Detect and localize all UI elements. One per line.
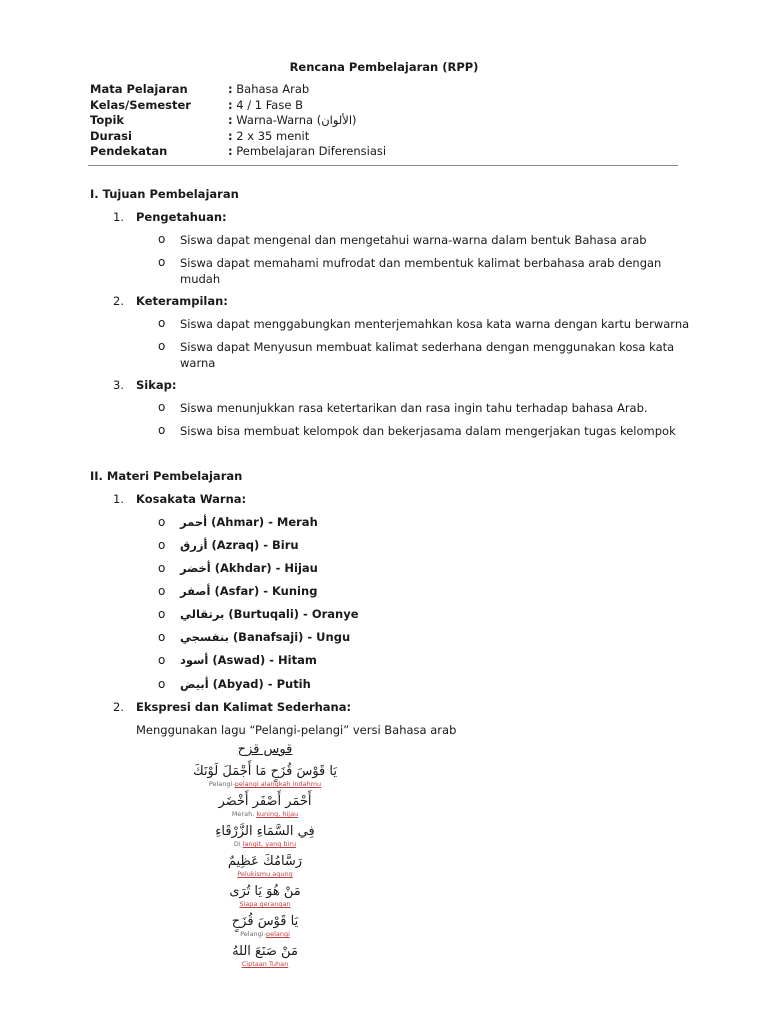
vocab-item <box>180 677 311 693</box>
list-item: Siswa bisa membuat kelompok dan bekerjasama dalam mengerjakan tugas kelompok <box>180 424 676 438</box>
meta-row-duration <box>90 129 386 145</box>
translation-highlight: Pelukismu agung <box>237 870 293 878</box>
meta-value: 2 x 35 menit <box>232 128 310 143</box>
translation-text: Di <box>233 840 243 848</box>
lyric-line: يَا قَوْسَ قُزَحٍ <box>231 914 299 929</box>
meta-value: Pembelajaran Diferensiasi <box>232 144 387 158</box>
bullet-icon: o <box>158 630 166 644</box>
meta-row-class <box>90 98 386 114</box>
vocab-item <box>180 515 318 531</box>
meta-row-approach <box>90 144 386 160</box>
meta-key: Durasi <box>90 128 132 143</box>
meta-value: 4 / 1 Fase B <box>232 97 303 112</box>
vocab-meaning: (Asfar) - Kuning <box>210 584 318 598</box>
lyric-line: يَا قَوْسَ قُزَحٍ مَا أَجْمَلَ لَوْنَكَ <box>192 764 337 779</box>
list-number: 3. <box>113 378 124 392</box>
bullet-icon: o <box>158 316 166 330</box>
subheading-attitude: Sikap: <box>136 378 177 392</box>
list-number: 1. <box>113 492 124 506</box>
meta-row-subject <box>90 82 386 98</box>
list-number: 2. <box>113 700 124 714</box>
song-title: قوس قزح <box>237 742 293 757</box>
vocab-meaning: (Azraq) - Biru <box>207 538 299 552</box>
vocab-item <box>180 584 317 600</box>
list-number: 2. <box>113 294 124 308</box>
lyric-translation <box>170 810 360 819</box>
vocab-meaning: (Abyad) - Putih <box>208 677 311 691</box>
vocab-item <box>180 653 317 669</box>
bullet-icon: o <box>158 255 166 269</box>
bullet-icon: o <box>158 607 166 621</box>
lyric-line: أَحْمَر أَصْفَر أَخْضَر <box>218 794 312 809</box>
translation-text: Pelangi- <box>208 780 235 788</box>
bullet-icon: o <box>158 561 166 575</box>
lyric-line: مَنْ صَنَعَ اللهُ <box>232 944 298 959</box>
expression-text: Menggunakan lagu “Pelangi-pelangi” versi Bahasa arab <box>136 723 457 737</box>
vocab-item <box>180 630 350 646</box>
arabic-word: أسود <box>180 653 209 667</box>
vocab-meaning: (Ahmar) - Merah <box>207 515 318 529</box>
lyric-translation <box>170 780 360 789</box>
translation-text: Pelangi- <box>240 930 266 938</box>
bullet-icon: o <box>158 232 166 246</box>
meta-colon: : <box>228 97 233 112</box>
list-item: Siswa menunjukkan rasa ketertarikan dan rasa ingin tahu terhadap bahasa Arab. <box>180 401 648 415</box>
bullet-icon: o <box>158 538 166 552</box>
meta-row-topic <box>90 113 386 129</box>
lyric-translation <box>170 900 360 909</box>
meta-key: Pendekatan <box>90 144 168 158</box>
translation-highlight: langit, yang biru <box>242 840 297 848</box>
meta-value: Warna-Warna (الألوان) <box>232 113 357 127</box>
vocab-meaning: (Banafsaji) - Ungu <box>228 630 351 644</box>
list-item: Siswa dapat Menyusun membuat kalimat sederhana dengan menggunakan kosa kata warna <box>180 340 675 370</box>
lyric-translation <box>170 840 360 849</box>
meta-key: Kelas/Semester <box>90 97 191 112</box>
lyric-translation <box>170 870 360 879</box>
translation-highlight: pelangi alangkah indahmu <box>234 780 322 788</box>
metadata-table <box>90 82 386 160</box>
arabic-word: برتقالي <box>180 607 225 621</box>
translation-highlight: pelangi <box>265 930 290 938</box>
section-heading: I. Tujuan Pembelajaran <box>90 187 239 201</box>
list-item: Siswa dapat mengenal dan mengetahui warna-warna dalam bentuk Bahasa arab <box>180 233 647 247</box>
subheading-knowledge: Pengetahuan: <box>136 210 227 224</box>
list-item: Siswa dapat menggabungkan menterjemahkan kosa kata warna dengan kartu berwarna <box>180 317 690 331</box>
meta-colon: : <box>228 128 233 143</box>
bullet-icon: o <box>158 677 166 691</box>
lyric-line: رَسَّامُكَ عَظِيمٌ <box>227 854 303 869</box>
lyric-line: مَنْ هُوَ يَا تُرَى <box>229 884 301 899</box>
subheading-vocab: Kosakata Warna: <box>136 492 247 506</box>
vocab-item <box>180 607 359 623</box>
arabic-word: أصفر <box>180 584 211 598</box>
subheading-expressions: Ekspresi dan Kalimat Sederhana: <box>136 700 352 714</box>
list-item: Siswa dapat memahami mufrodat dan membentuk kalimat berbahasa arab dengan mudah <box>180 256 662 286</box>
lyric-translation <box>170 930 360 939</box>
arabic-word: أخضر <box>180 561 211 575</box>
translation-highlight: Siapa gerangan <box>239 900 291 908</box>
bullet-icon: o <box>158 423 166 437</box>
vocab-meaning: (Akhdar) - Hijau <box>210 561 318 575</box>
bullet-icon: o <box>158 339 166 353</box>
bullet-icon: o <box>158 515 166 529</box>
meta-value: Bahasa Arab <box>232 82 310 96</box>
meta-key: Mata Pelajaran <box>90 82 188 96</box>
translation-highlight: kuning, hijau <box>256 810 299 818</box>
list-number: 1. <box>113 210 124 224</box>
section-heading: II. Materi Pembelajaran <box>90 469 243 483</box>
meta-colon: : <box>228 144 233 158</box>
meta-colon: : <box>228 82 233 96</box>
arabic-word: أبيض <box>180 677 209 691</box>
arabic-word: أزرق <box>180 538 208 552</box>
arabic-word: أحمر <box>180 515 208 529</box>
vocab-item <box>180 561 318 577</box>
horizontal-rule <box>88 165 678 166</box>
bullet-icon: o <box>158 584 166 598</box>
bullet-icon: o <box>158 400 166 414</box>
page-title: Rencana Pembelajaran (RPP) <box>289 60 479 74</box>
song-lyrics <box>170 740 360 974</box>
vocab-meaning: (Burtuqali) - Oranye <box>224 607 359 621</box>
bullet-icon: o <box>158 653 166 667</box>
arabic-word: بنفسجي <box>180 630 229 644</box>
lyric-line: فِي السَّمَاءِ الزَّرْقَاءِ <box>215 824 315 839</box>
translation-text: Merah, <box>231 810 257 818</box>
vocab-meaning: (Aswad) - Hitam <box>208 653 317 667</box>
translation-highlight: Ciptaan Tuhan <box>241 960 289 968</box>
meta-key: Topik <box>90 113 125 127</box>
subheading-skills: Keterampilan: <box>136 294 228 308</box>
lyric-translation <box>170 960 360 969</box>
meta-colon: : <box>228 113 233 127</box>
vocab-item <box>180 538 299 554</box>
